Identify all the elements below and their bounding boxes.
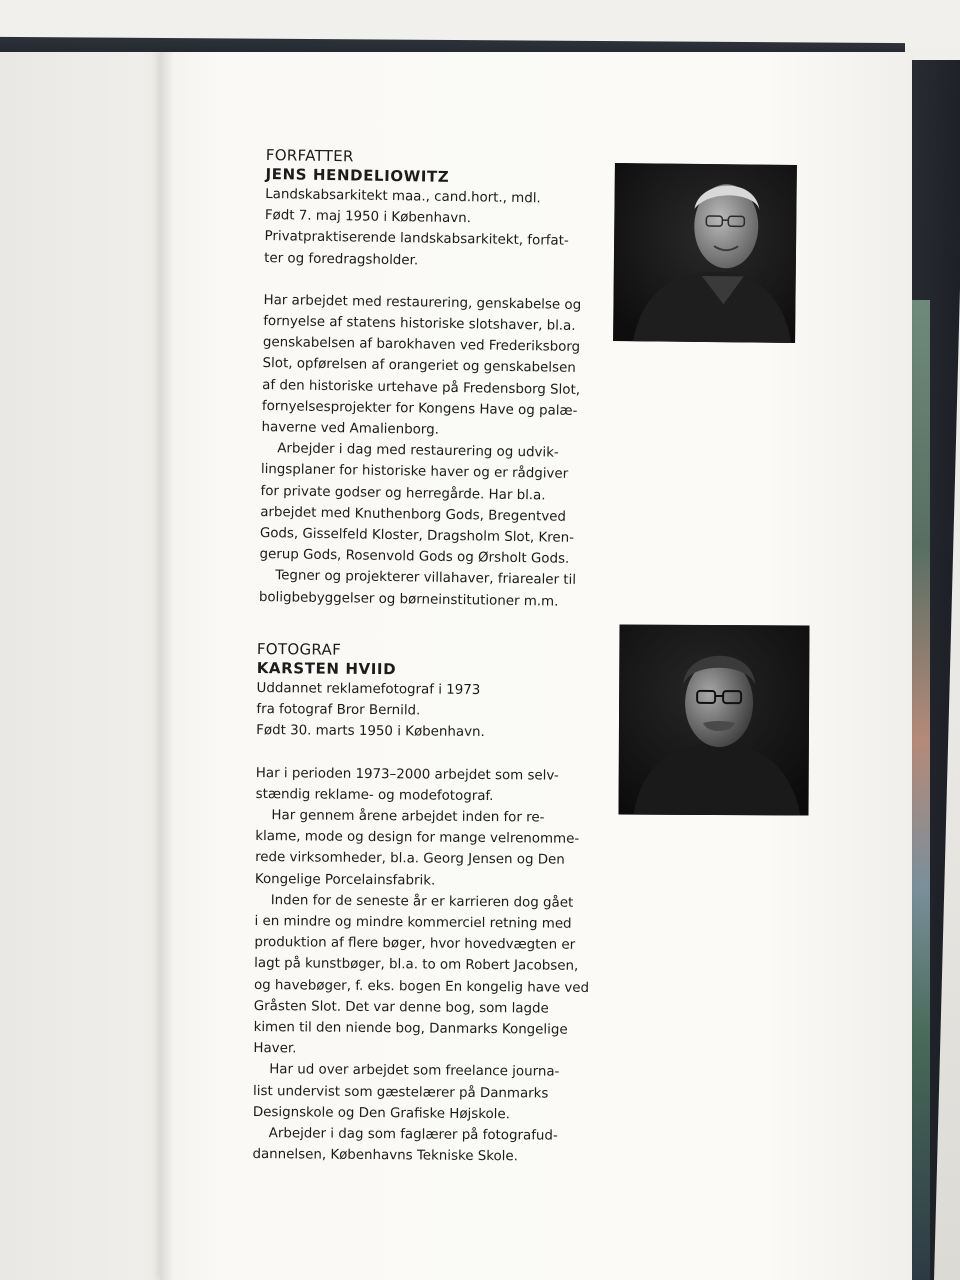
photographer-bio-line: i en mindre og mindre kommerciel retning med [254, 914, 572, 932]
author-bio-line: Tegner og projekterer villahaver, friarealer til [275, 568, 577, 589]
photographer-bio-line: list undervist som gæstelærer på Danmarks [252, 1083, 549, 1102]
author-bio-line: Gods, Gisselfeld Kloster, Dragsholm Slot, Kren- [259, 526, 575, 546]
photographer-section [252, 640, 592, 1168]
photographer-bio-line: klame, mode og design for mange velrenomme- [255, 829, 580, 848]
author-bio-line: fornyelse af statens historiske slotshaver, bl.a. [263, 313, 576, 334]
photographer-bio-line: Har gennem årene arbejdet inden for re- [271, 808, 545, 826]
photographer-bio-line: Designskole og Den Grafiske Højskole. [252, 1104, 510, 1123]
photographer-bio-line: rede virksomheder, bl.a. Georg Jensen og Den [255, 850, 565, 869]
author-bio [259, 184, 583, 613]
photographer-bio-line: Har ud over arbejdet som freelance journa- [269, 1062, 560, 1081]
author-bio-line: haverne ved Amalienborg. [261, 419, 440, 438]
photographer-bio-line: produktion af flere bøger, hvor hovedvægten er [254, 935, 576, 954]
photographer-bio-line: dannelsen, Københavns Tekniske Skole. [252, 1147, 519, 1165]
photographer-bio-line: stændig reklame- og modefotograf. [255, 786, 494, 804]
page-gutter-shadow [160, 52, 174, 1280]
author-bio-line: genskabelsen af barokhaven ved Frederiksborg [262, 335, 581, 356]
author-bio-line: af den historiske urtehave på Fredensborg Slot, [262, 377, 581, 398]
author-bio-line: arbejdet med Knuthenborg Gods, Bregentved [260, 504, 567, 525]
author-name: JENS HENDELIOWITZ [265, 164, 450, 186]
author-bio-line: ter og foredragsholder. [264, 250, 419, 269]
photographer-role: FOTOGRAF [256, 640, 342, 659]
photographer-name: KARSTEN HVIID [256, 658, 397, 679]
photographer-bio-line: Kongelige Porcelainsfabrik. [254, 871, 436, 889]
author-bio-line: gerup Gods, Rosenvold Gods og Ørsholt Gods. [259, 547, 570, 568]
photographer-bio-line: Har i perioden 1973–2000 arbejdet som selv- [255, 765, 559, 784]
photographer-bio [252, 678, 591, 1168]
photographer-portrait-photo [619, 625, 810, 816]
author-bio-line: Landskabsarkitekt maa., cand.hort., mdl. [265, 186, 541, 207]
author-role: FORFATTER [265, 146, 354, 166]
photographer-bio-line: og havebøger, f. eks. bogen En kongelig have ved [253, 977, 590, 996]
photographer-bio-line: Gråsten Slot. Det var denne bog, som lagde [253, 998, 549, 1017]
author-bio-line: Privatpraktiserende landskabsarkitekt, forfat- [264, 229, 569, 250]
author-bio-line: Slot, opførelsen af orangeriet og genskabelsen [262, 356, 576, 377]
author-bio-line: lingsplaner for historiske haver og er rådgiver [260, 462, 569, 483]
author-bio-line: for private godser og herregårde. Har bl.a. [260, 483, 546, 504]
author-bio-line: fornyelsesprojekter for Kongens Have og palæ- [261, 398, 578, 419]
photographer-bio-line: Uddannet reklamefotograf i 1973 [256, 680, 481, 698]
author-bio-line: boligbebyggelser og børneinstitutioner m.m. [258, 589, 559, 610]
author-bio-line: Arbejder i dag med restaurering og udvik- [277, 441, 559, 461]
photographer-bio-line: fra fotograf Bror Bernild. [256, 702, 421, 719]
photographer-bio-line: Arbejder i dag som faglærer på fotografud- [268, 1126, 558, 1144]
author-bio-line: Født 7. maj 1950 i København. [264, 208, 472, 227]
author-section [259, 146, 584, 613]
photographer-bio-line [256, 742, 591, 766]
author-portrait-photo [613, 163, 797, 343]
photographer-bio-line: Haver. [253, 1041, 297, 1057]
author-bio-line: Har arbejdet med restaurering, genskabelse og [263, 292, 582, 313]
photographer-bio-line: kimen til den niende bog, Danmarks Kongelige [253, 1020, 568, 1038]
photographer-bio-line: Inden for de seneste år er karrieren dog gået [270, 892, 574, 911]
photographer-bio-line: lagt på kunstbøger, bl.a. to om Robert Jacobsen, [254, 956, 579, 975]
photographer-bio-line: Født 30. marts 1950 i København. [256, 723, 485, 741]
